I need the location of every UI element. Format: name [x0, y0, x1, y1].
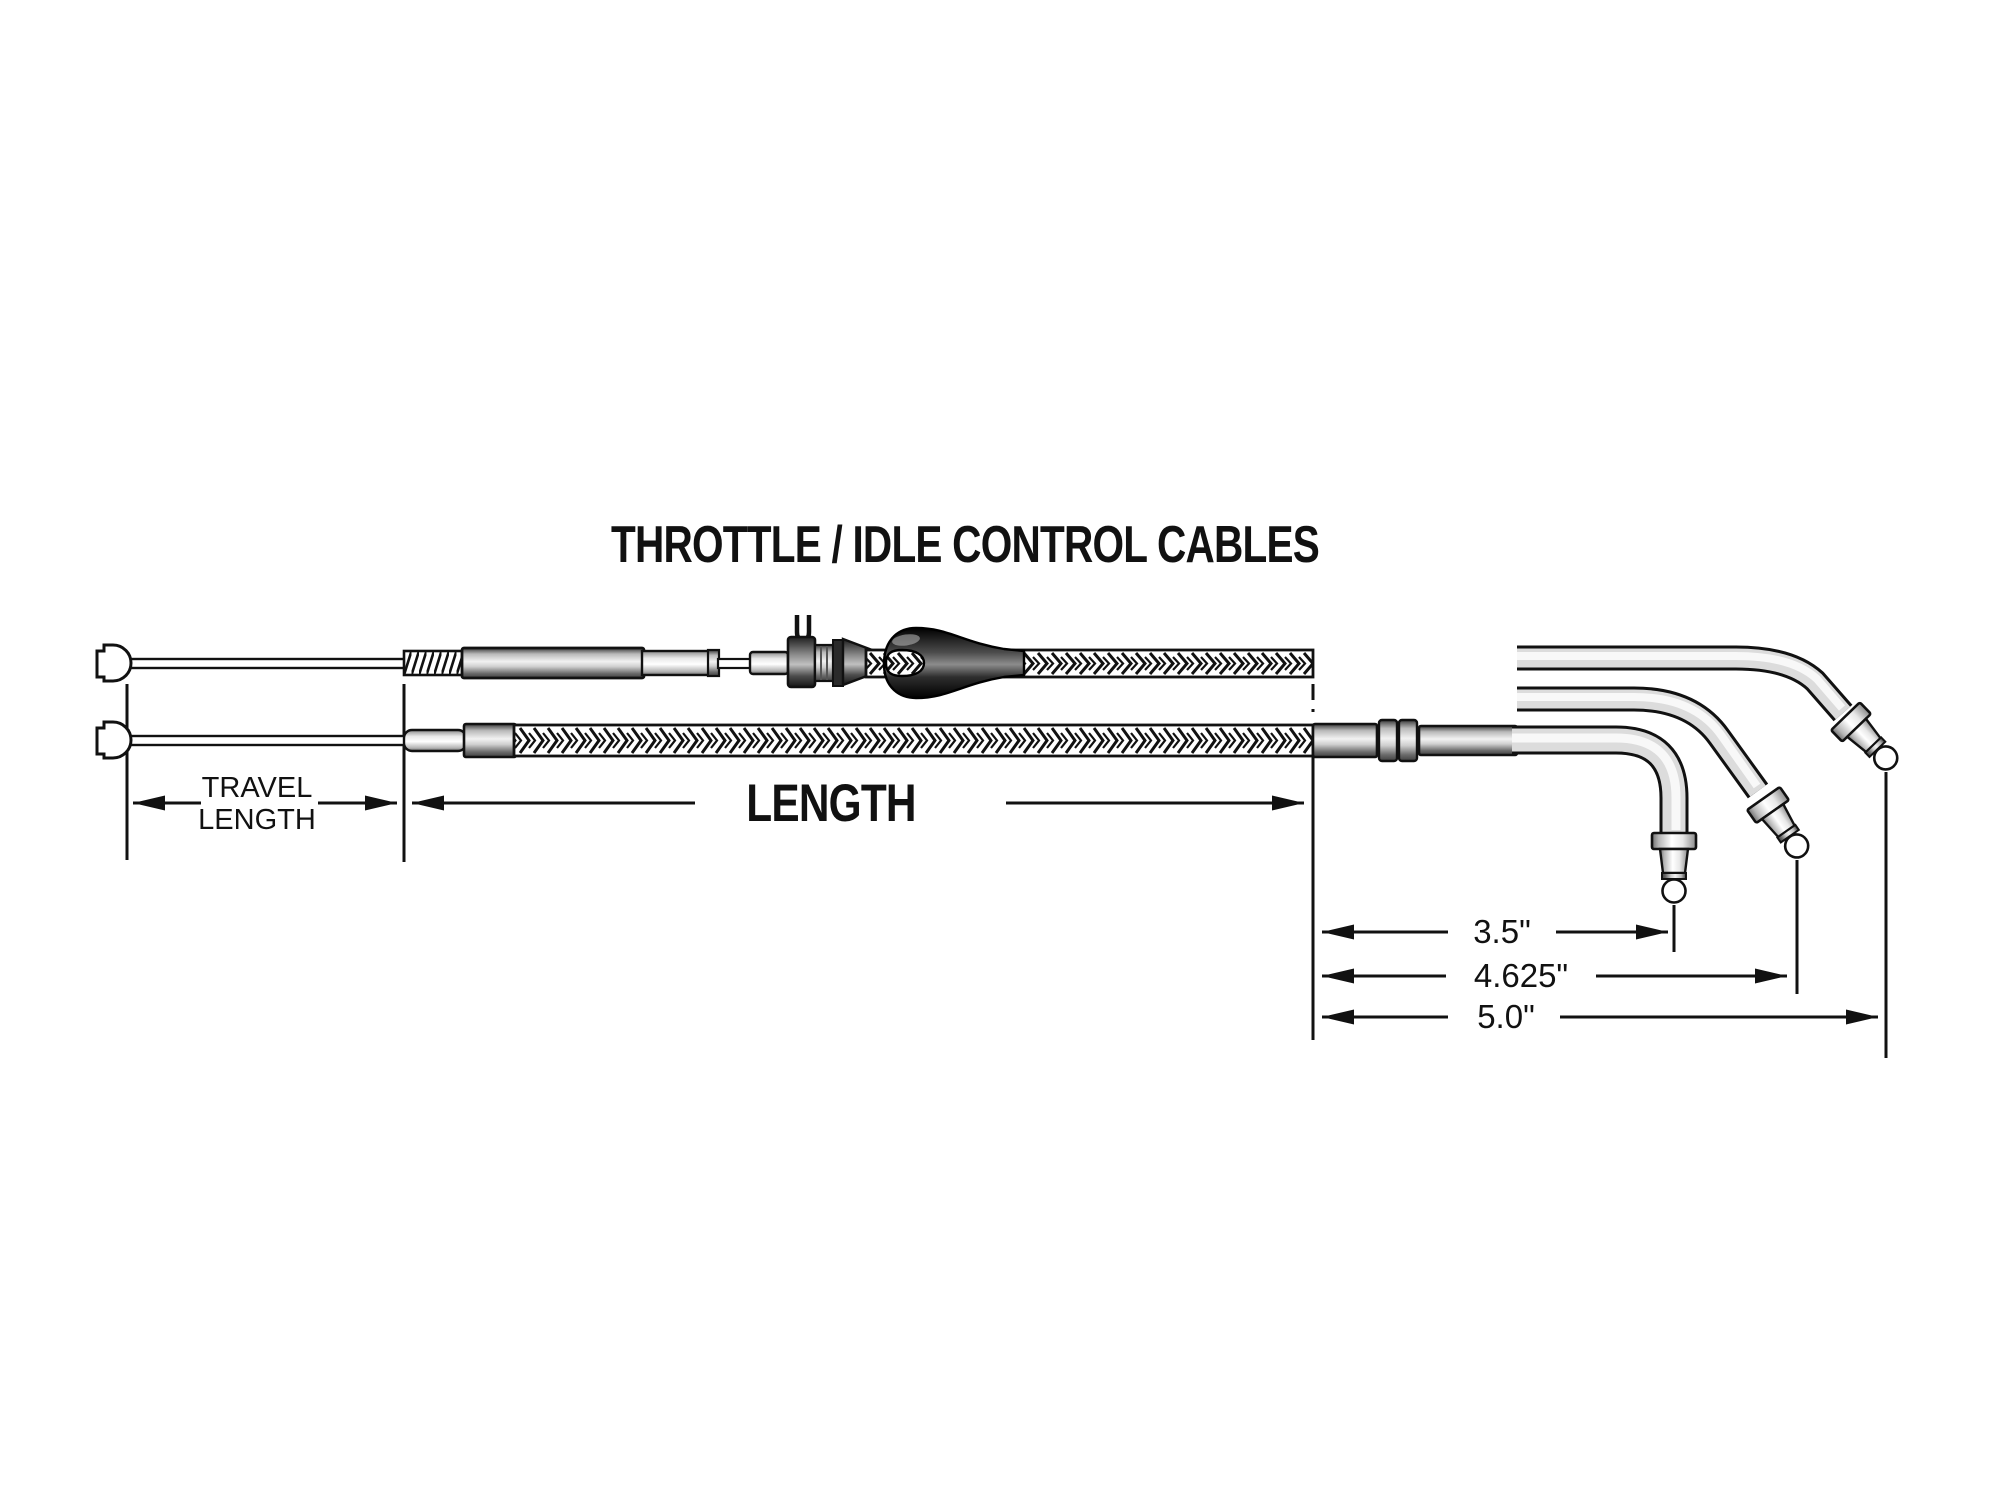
housing-end-cap	[464, 724, 516, 757]
dimension-lines	[133, 803, 1878, 1017]
housing-ferrule-tube	[462, 648, 644, 678]
adjuster-ferrule	[750, 652, 788, 674]
end-fitting-rib	[1399, 720, 1417, 761]
cable-end-barrel	[97, 722, 131, 758]
inner-wire	[128, 659, 408, 668]
end-cap	[1660, 849, 1688, 873]
travel-length-label-line2: LENGTH	[198, 804, 316, 836]
end-fitting-sleeve	[1419, 726, 1517, 755]
adjuster-rod	[718, 659, 752, 668]
end-fitting-cylinder	[1313, 724, 1377, 757]
end-ball	[1663, 880, 1686, 903]
braided-housing-texture	[514, 725, 1313, 756]
top-throttle-cable	[97, 615, 1313, 698]
end-fitting-rib	[1379, 720, 1397, 761]
tube-end-fitting	[1747, 787, 1820, 867]
threaded-section-hatch	[404, 651, 464, 675]
end-ring	[1662, 873, 1686, 879]
housing-sleeve	[642, 651, 710, 675]
dim-4-625-label: 4.625"	[1473, 957, 1569, 994]
inner-wire	[128, 736, 406, 745]
elbow-tube-90	[1512, 738, 1696, 903]
adjuster-disc	[788, 637, 815, 687]
tube-end-fitting	[1652, 833, 1696, 903]
adjuster-ribs	[815, 645, 833, 681]
dim-3-5-label: 3.5"	[1473, 913, 1531, 950]
page-title: THROTTLE / IDLE CONTROL CABLES	[610, 515, 1320, 574]
travel-length-label-line1: TRAVEL	[201, 772, 313, 804]
end-ferrule-ring	[1652, 833, 1696, 849]
dim-5-0-label: 5.0"	[1477, 998, 1535, 1035]
housing-end-sleeve	[404, 730, 466, 751]
tube-end-fitting	[1831, 702, 1908, 780]
length-label: LENGTH	[746, 774, 916, 834]
adjuster-lock-ring	[833, 640, 843, 686]
cable-end-barrel	[97, 645, 131, 681]
